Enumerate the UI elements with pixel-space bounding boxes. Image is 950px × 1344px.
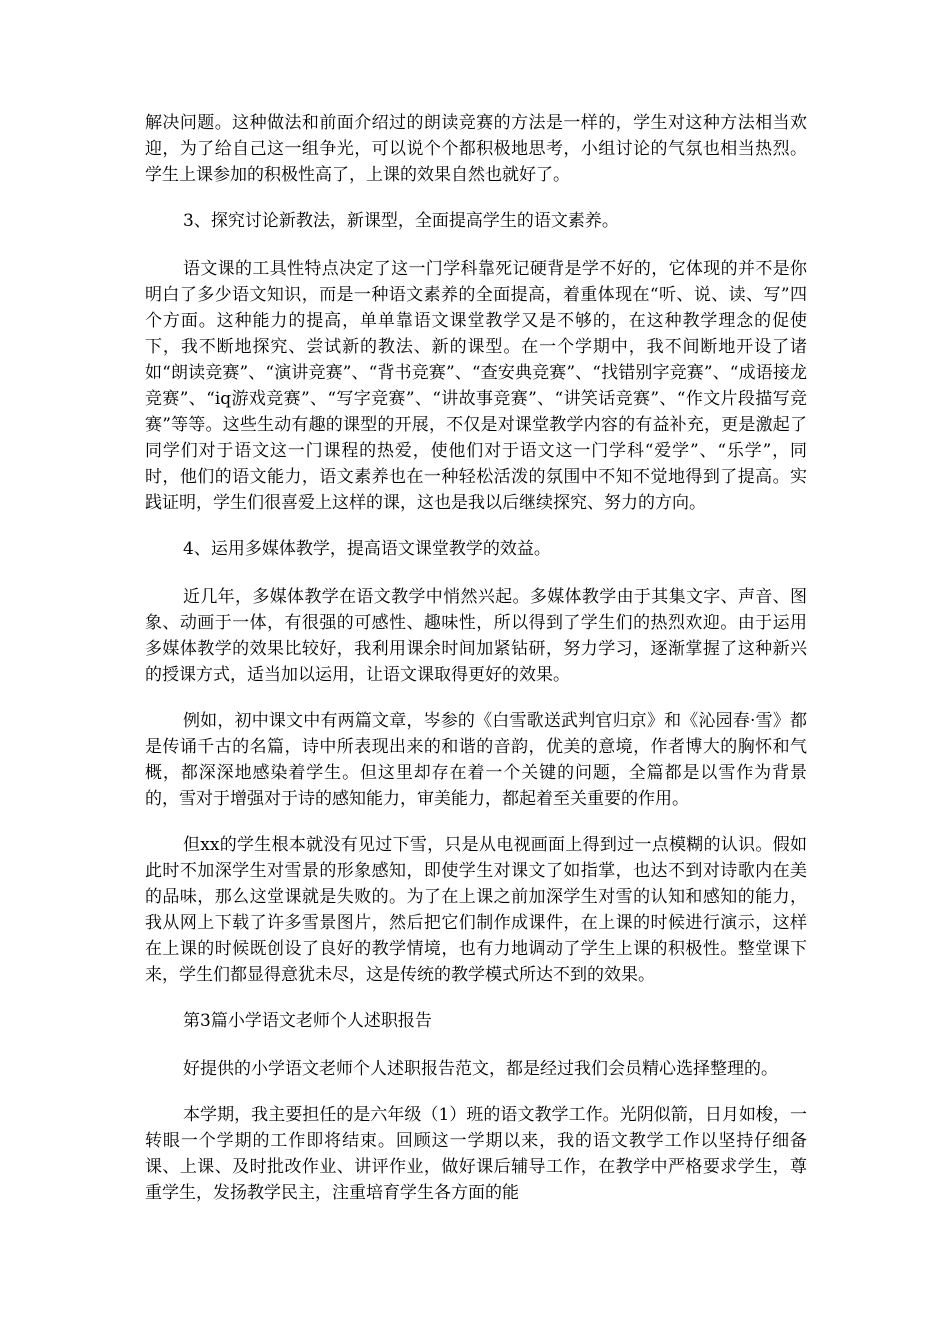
article-title: 第3篇小学语文老师个人述职报告 xyxy=(183,1011,432,1031)
paragraph: 本学期，我主要担任的是六年级（1）班的语文教学工作。光阴似箭，日月如梭，一转眼一个学期的工作即将结束。回顾这一学期以来，我的语文教学工作以坚持仔细备课、上课、及时批改作业、讲评作业，做好课后辅导工作，在教学中严格要求学生，尊重学生，发扬教学民主，注重培育学生各方面的能 xyxy=(145,1105,807,1203)
document-page xyxy=(145,110,807,1226)
paragraph: 但xx的学生根本就没有见过下雪，只是从电视画面上得到过一点模糊的认识。假如此时不加深学生对雪景的形象感知，即使学生对课文了如指掌，也达不到对诗歌内在美的品味，那么这堂课就是失败的。为了在上课之前加深学生对雪的认知和感知的能力，我从网上下载了许多雪景图片，然后把它们制作成课件，在上课的时候进行演示，这样在上课的时候既创设了良好的教学情境，也有力地调动了学生上课的积极性。整堂课下来，学生们都显得意犹未尽，这是传统的教学模式所达不到的效果。 xyxy=(145,835,807,985)
paragraph: 解决问题。这种做法和前面介绍过的朗读竞赛的方法是一样的，学生对这种方法相当欢迎，为了给自己这一组争光，可以说个个都积极地思考，小组讨论的气氛也相当热烈。学生上课参加的积极性高了，上课的效果自然也就好了。 xyxy=(145,113,807,185)
paragraph: 例如，初中课文中有两篇文章，岑参的《白雪歌送武判官归京》和《沁园春·雪》都是传诵千古的名篇，诗中所表现出来的和谐的音韵，优美的意境，作者博大的胸怀和气概，都深深地感染着学生。但这里却存在着一个关键的问题，全篇都是以雪作为背景的，雪对于增强对于诗的感知能力，审美能力，都起着至关重要的作用。 xyxy=(145,711,807,809)
paragraph: 近几年，多媒体教学在语文教学中悄然兴起。多媒体教学由于其集文字、声音、图象、动画于一体，有很强的可感性、趣味性，所以得到了学生们的热烈欢迎。由于运用多媒体教学的效果比较好，我利用课余时间加紧钻研，努力学习，逐渐掌握了这种新兴的授课方式，适当加以运用，让语文课取得更好的效果。 xyxy=(145,587,807,685)
section-heading-4: 4、运用多媒体教学，提高语文课堂教学的效益。 xyxy=(183,539,551,559)
paragraph: 好提供的小学语文老师个人述职报告范文，都是经过我们会员精心选择整理的。 xyxy=(183,1059,778,1079)
paragraph: 语文课的工具性特点决定了这一门学科靠死记硬背是学不好的，它体现的并不是你明白了多少语文知识，而是一种语文素养的全面提高，着重体现在“听、说、读、写”四个方面。这种能力的提高，单单靠语文课堂教学又是不够的，在这种教学理念的促使下，我不断地探究、尝试新的教法、新的课型。在一个学期中，我不间断地开设了诸如“朗读竞赛”、“演讲竞赛”、“背书竞赛”、“查安典竞赛”、“找错别字竞赛”、“成语接龙竞赛”、“iq游戏竞赛”、“写字竞赛”、“讲故事竞赛”、“讲笑话竞赛”、“作文片段描写竞赛”等等。这些生动有趣的课型的开展，不仅是对课堂教学内容的有益补充，更是激起了同学们对于语文这一门课程的热爱，使他们对于语文这一门学科“爱学”、“乐学”，同时，他们的语文能力，语文素养也在一种轻松活泼的氛围中不知不觉地得到了提高。实践证明，学生们很喜爱上这样的课，这也是我以后继续探究、努力的方向。 xyxy=(145,259,807,513)
section-heading-3: 3、探究讨论新教法，新课型，全面提高学生的语文素养。 xyxy=(183,211,619,231)
